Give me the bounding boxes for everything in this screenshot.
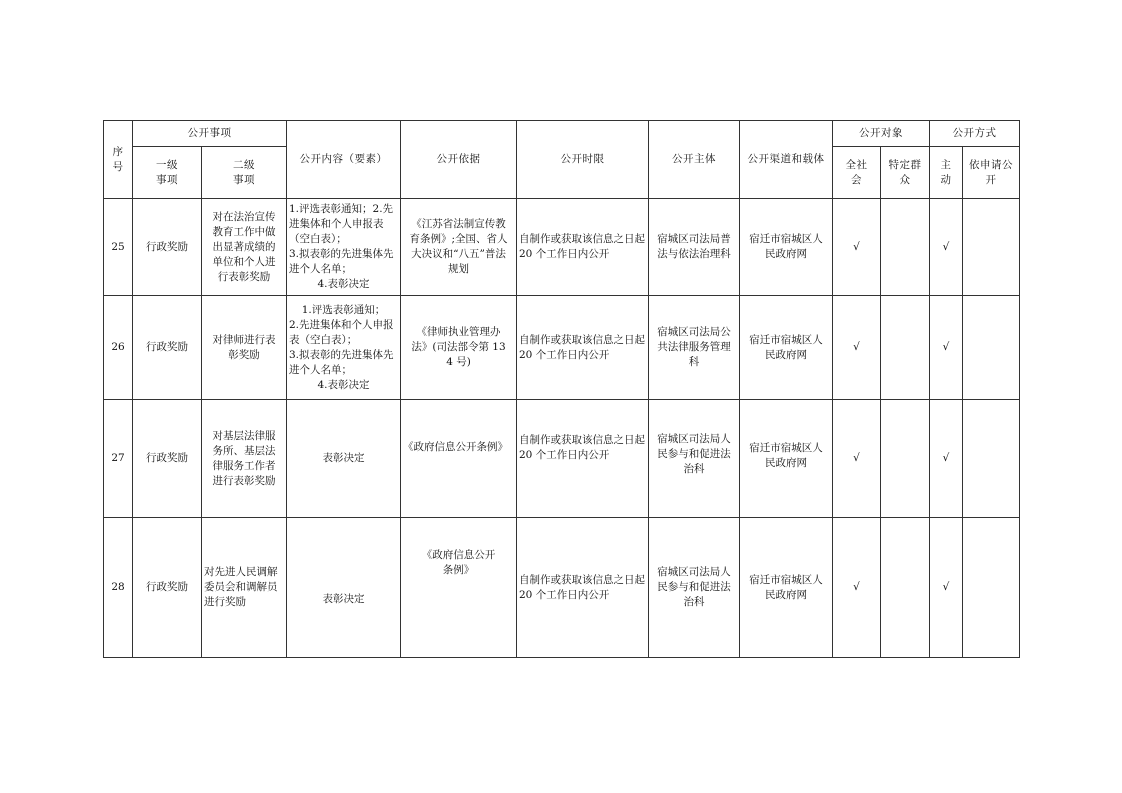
- row-level1: 行政奖励: [133, 518, 202, 658]
- header-level1: 一级 事项: [133, 147, 202, 199]
- row-subject: 宿城区司法局普法与依法治理科: [649, 199, 740, 296]
- row-channel: 宿迁市宿城区人民政府网: [740, 296, 833, 400]
- row-subject: 宿城区司法局人民参与和促进法治科: [649, 400, 740, 518]
- row-audience-specific-check: [881, 518, 930, 658]
- row-basis: 《律师执业管理办法》(司法部令第 134 号): [401, 296, 517, 400]
- row-method-active-check: √: [930, 518, 963, 658]
- header-subject: 公开主体: [649, 121, 740, 199]
- row-seq: 28: [104, 518, 133, 658]
- table-row: [104, 199, 1020, 296]
- header-time-limit: 公开时限: [517, 121, 649, 199]
- header-content: 公开内容（要素）: [287, 121, 401, 199]
- header-channel: 公开渠道和载体: [740, 121, 833, 199]
- row-time-limit: 自制作或获取该信息之日起 20 个工作日内公开: [517, 296, 649, 400]
- row-level2: 对律师进行表彰奖励: [202, 296, 287, 400]
- row-method-active-check: √: [930, 400, 963, 518]
- row-level1: 行政奖励: [133, 199, 202, 296]
- header-audience-specific: 特定群众: [881, 147, 930, 199]
- row-level2: 对先进人民调解委员会和调解员进行奖励: [202, 518, 287, 658]
- header-audience: 公开对象: [833, 121, 930, 147]
- row-level2: 对在法治宣传教育工作中做出显著成绩的单位和个人进行表彰奖励: [202, 199, 287, 296]
- row-audience-specific-check: [881, 199, 930, 296]
- table-row: [104, 296, 1020, 400]
- row-level1: 行政奖励: [133, 296, 202, 400]
- header-audience-all: 全社会: [833, 147, 881, 199]
- row-method-request-check: [963, 296, 1020, 400]
- row-channel: 宿迁市宿城区人民政府网: [740, 199, 833, 296]
- row-basis: 《江苏省法制宣传教育条例》;全国、省人大决议和“八五”普法规划: [401, 199, 517, 296]
- row-audience-all-check: √: [833, 400, 881, 518]
- row-seq: 26: [104, 296, 133, 400]
- row-time-limit: 自制作或获取该信息之日起 20 个工作日内公开: [517, 518, 649, 658]
- disclosure-table: [103, 120, 1020, 658]
- row-seq: 25: [104, 199, 133, 296]
- header-method-active: 主动: [930, 147, 963, 199]
- row-channel: 宿迁市宿城区人民政府网: [740, 518, 833, 658]
- row-method-request-check: [963, 518, 1020, 658]
- header-basis: 公开依据: [401, 121, 517, 199]
- header-method-request: 依申请公开: [963, 147, 1020, 199]
- row-method-active-check: √: [930, 296, 963, 400]
- row-audience-all-check: √: [833, 518, 881, 658]
- row-content: 表彰决定: [287, 400, 401, 518]
- row-level2: 对基层法律服务所、基层法律服务工作者进行表彰奖励: [202, 400, 287, 518]
- row-audience-specific-check: [881, 400, 930, 518]
- row-basis: 《政府信息公开条例》: [401, 518, 517, 658]
- header-items: 公开事项: [133, 121, 287, 147]
- row-time-limit: 自制作或获取该信息之日起 20 个工作日内公开: [517, 199, 649, 296]
- row-subject: 宿城区司法局人民参与和促进法治科: [649, 518, 740, 658]
- row-level1: 行政奖励: [133, 400, 202, 518]
- row-time-limit: 自制作或获取该信息之日起 20 个工作日内公开: [517, 400, 649, 518]
- header-seq: 序 号: [104, 121, 133, 199]
- header-level2: 二级 事项: [202, 147, 287, 199]
- row-subject: 宿城区司法局公共法律服务管理科: [649, 296, 740, 400]
- table-row: [104, 518, 1020, 658]
- row-method-active-check: √: [930, 199, 963, 296]
- row-content: 1.评选表彰通知；2.先进集体和个人申报表（空白表）； 3.拟表彰的先进集体先进个人名单； 4.表彰决定: [287, 199, 401, 296]
- row-basis: 《政府信息公开条例》: [401, 400, 517, 518]
- row-audience-all-check: √: [833, 296, 881, 400]
- row-method-request-check: [963, 400, 1020, 518]
- row-content: 表彰决定: [287, 518, 401, 658]
- row-method-request-check: [963, 199, 1020, 296]
- header-row-1: [104, 121, 1020, 147]
- row-audience-all-check: √: [833, 199, 881, 296]
- row-audience-specific-check: [881, 296, 930, 400]
- row-channel: 宿迁市宿城区人民政府网: [740, 400, 833, 518]
- row-content: 1.评选表彰通知； 2.先进集体和个人申报表（空白表）； 3.拟表彰的先进集体先进个人名单； 4.表彰决定: [287, 296, 401, 400]
- header-method: 公开方式: [930, 121, 1020, 147]
- row-seq: 27: [104, 400, 133, 518]
- table-row: [104, 400, 1020, 518]
